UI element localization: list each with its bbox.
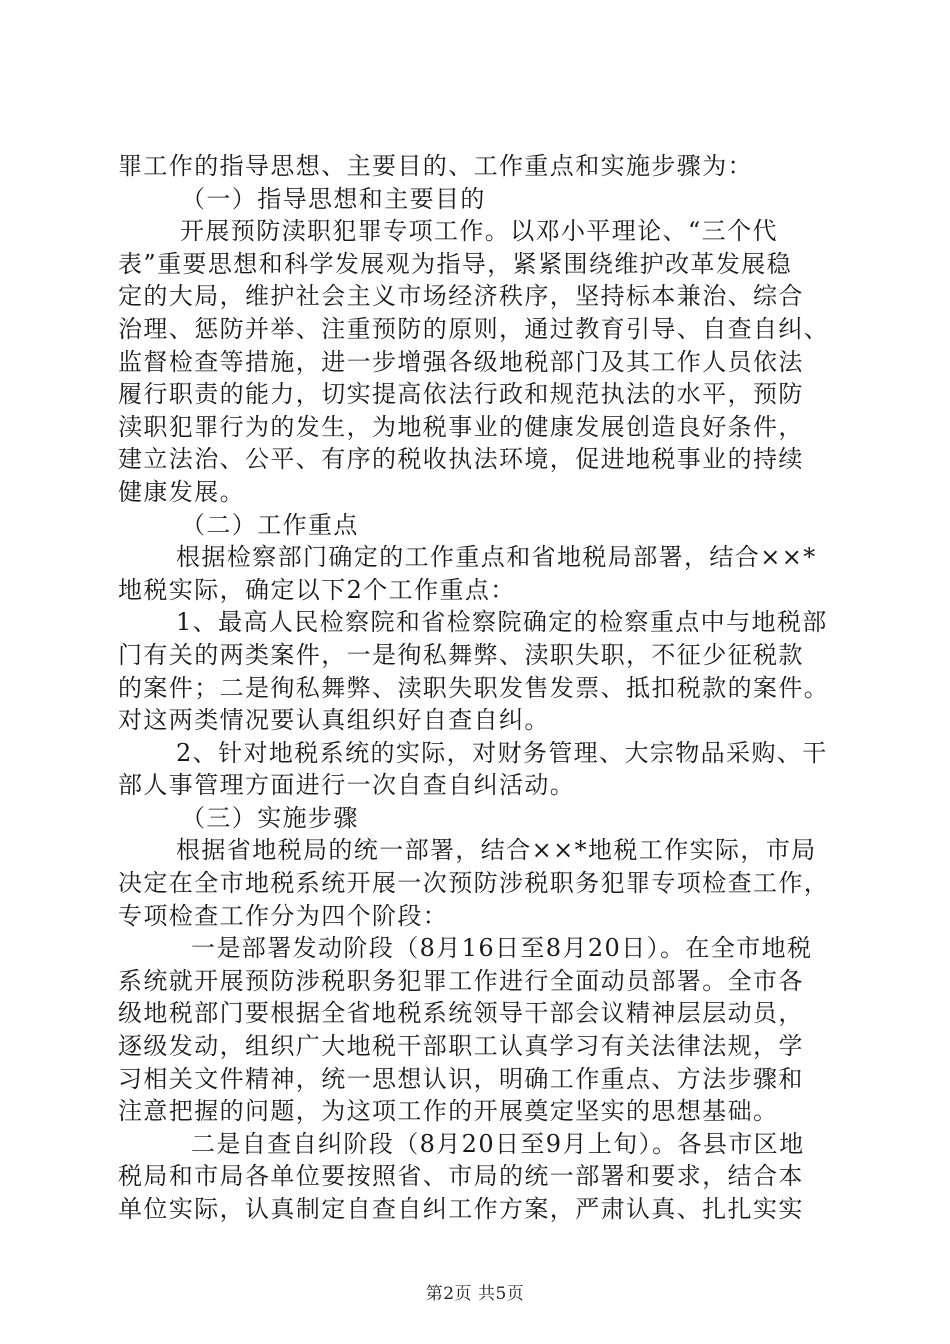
text-line: 门有关的两类案件，一是徇私舞弊、渎职失职，不征少征税款 [118, 640, 804, 669]
text-line: 罪工作的指导思想、主要目的、工作重点和实施步骤为： [118, 152, 753, 180]
text-line: 2、针对地税系统的实际，对财务管理、大宗物品采购、干 [176, 738, 828, 767]
text-line: 税局和市局各单位要按照省、市局的统一部署和要求，结合本 [118, 1162, 804, 1191]
text-line: 渎职犯罪行为的发生，为地税事业的健康发展创造良好条件， [118, 412, 804, 441]
text-line: 的案件；二是徇私舞弊、渎职失职发售发票、抵扣税款的案件。 [118, 673, 830, 702]
text-line: 监督检查等措施，进一步增强各级地税部门及其工作人员依法 [118, 347, 804, 376]
text-line: 根据检察部门确定的工作重点和省地税局部署，结合××* [176, 543, 817, 572]
text-line: 开展预防渎职犯罪专项工作。以邓小平理论、“三个代 [180, 217, 778, 246]
text-line: 注意把握的问题，为这项工作的开展奠定坚实的思想基础。 [118, 1097, 779, 1126]
page-number-footer: 第2页 共5页 [425, 1284, 525, 1304]
text-line: 1、最高人民检察院和省检察院确定的检察重点中与地税部 [176, 608, 828, 637]
text-line: 二是自查自纠阶段（8月20日至9月上旬）。各县市区地 [191, 1129, 805, 1158]
text-line: 习相关文件精神，统一思想认识，明确工作重点、方法步骤和 [118, 1064, 804, 1093]
text-line: （一）指导思想和主要目的 [181, 184, 486, 213]
text-line: 决定在全市地税系统开展一次预防涉税职务犯罪专项检查工作， [118, 869, 830, 898]
text-line: （二）工作重点 [181, 510, 359, 539]
text-line: （三）实施步骤 [181, 803, 359, 832]
text-line: 表”重要思想和科学发展观为指导，紧紧围绕维护改革发展稳 [118, 249, 793, 278]
text-line: 部人事管理方面进行一次自查自纠活动。 [118, 771, 576, 800]
text-line: 专项检查工作分为四个阶段： [118, 901, 449, 930]
text-line: 系统就开展预防涉税职务犯罪工作进行全面动员部署。全市各 [118, 966, 804, 995]
text-line: 治理、惩防并举、注重预防的原则，通过教育引导、自查自纠、 [118, 314, 830, 343]
document-body [118, 150, 850, 1226]
text-line: 根据省地税局的统一部署，结合××*地税工作实际，市局 [176, 836, 817, 865]
text-line: 地税实际，确定以下2个工作重点： [118, 575, 516, 604]
text-line: 健康发展。 [118, 477, 245, 506]
text-line: 建立法治、公平、有序的税收执法环境，促进地税事业的持续 [118, 445, 804, 474]
text-line: 一是部署发动阶段（8月16日至8月20日）。在全市地税 [191, 934, 813, 963]
text-line: 逐级发动，组织广大地税干部职工认真学习有关法律法规，学 [118, 1032, 804, 1061]
text-line: 单位实际，认真制定自查自纠工作方案，严肃认真、扎扎实实 [118, 1195, 804, 1223]
text-line: 级地税部门要根据全省地税系统领导干部会议精神层层动员， [118, 999, 804, 1028]
text-line: 对这两类情况要认真组织好自查自纠。 [118, 706, 550, 735]
text-line: 履行职责的能力，切实提高依法行政和规范执法的水平，预防 [118, 380, 804, 409]
text-line: 定的大局，维护社会主义市场经济秩序，坚持标本兼治、综合 [118, 282, 804, 311]
